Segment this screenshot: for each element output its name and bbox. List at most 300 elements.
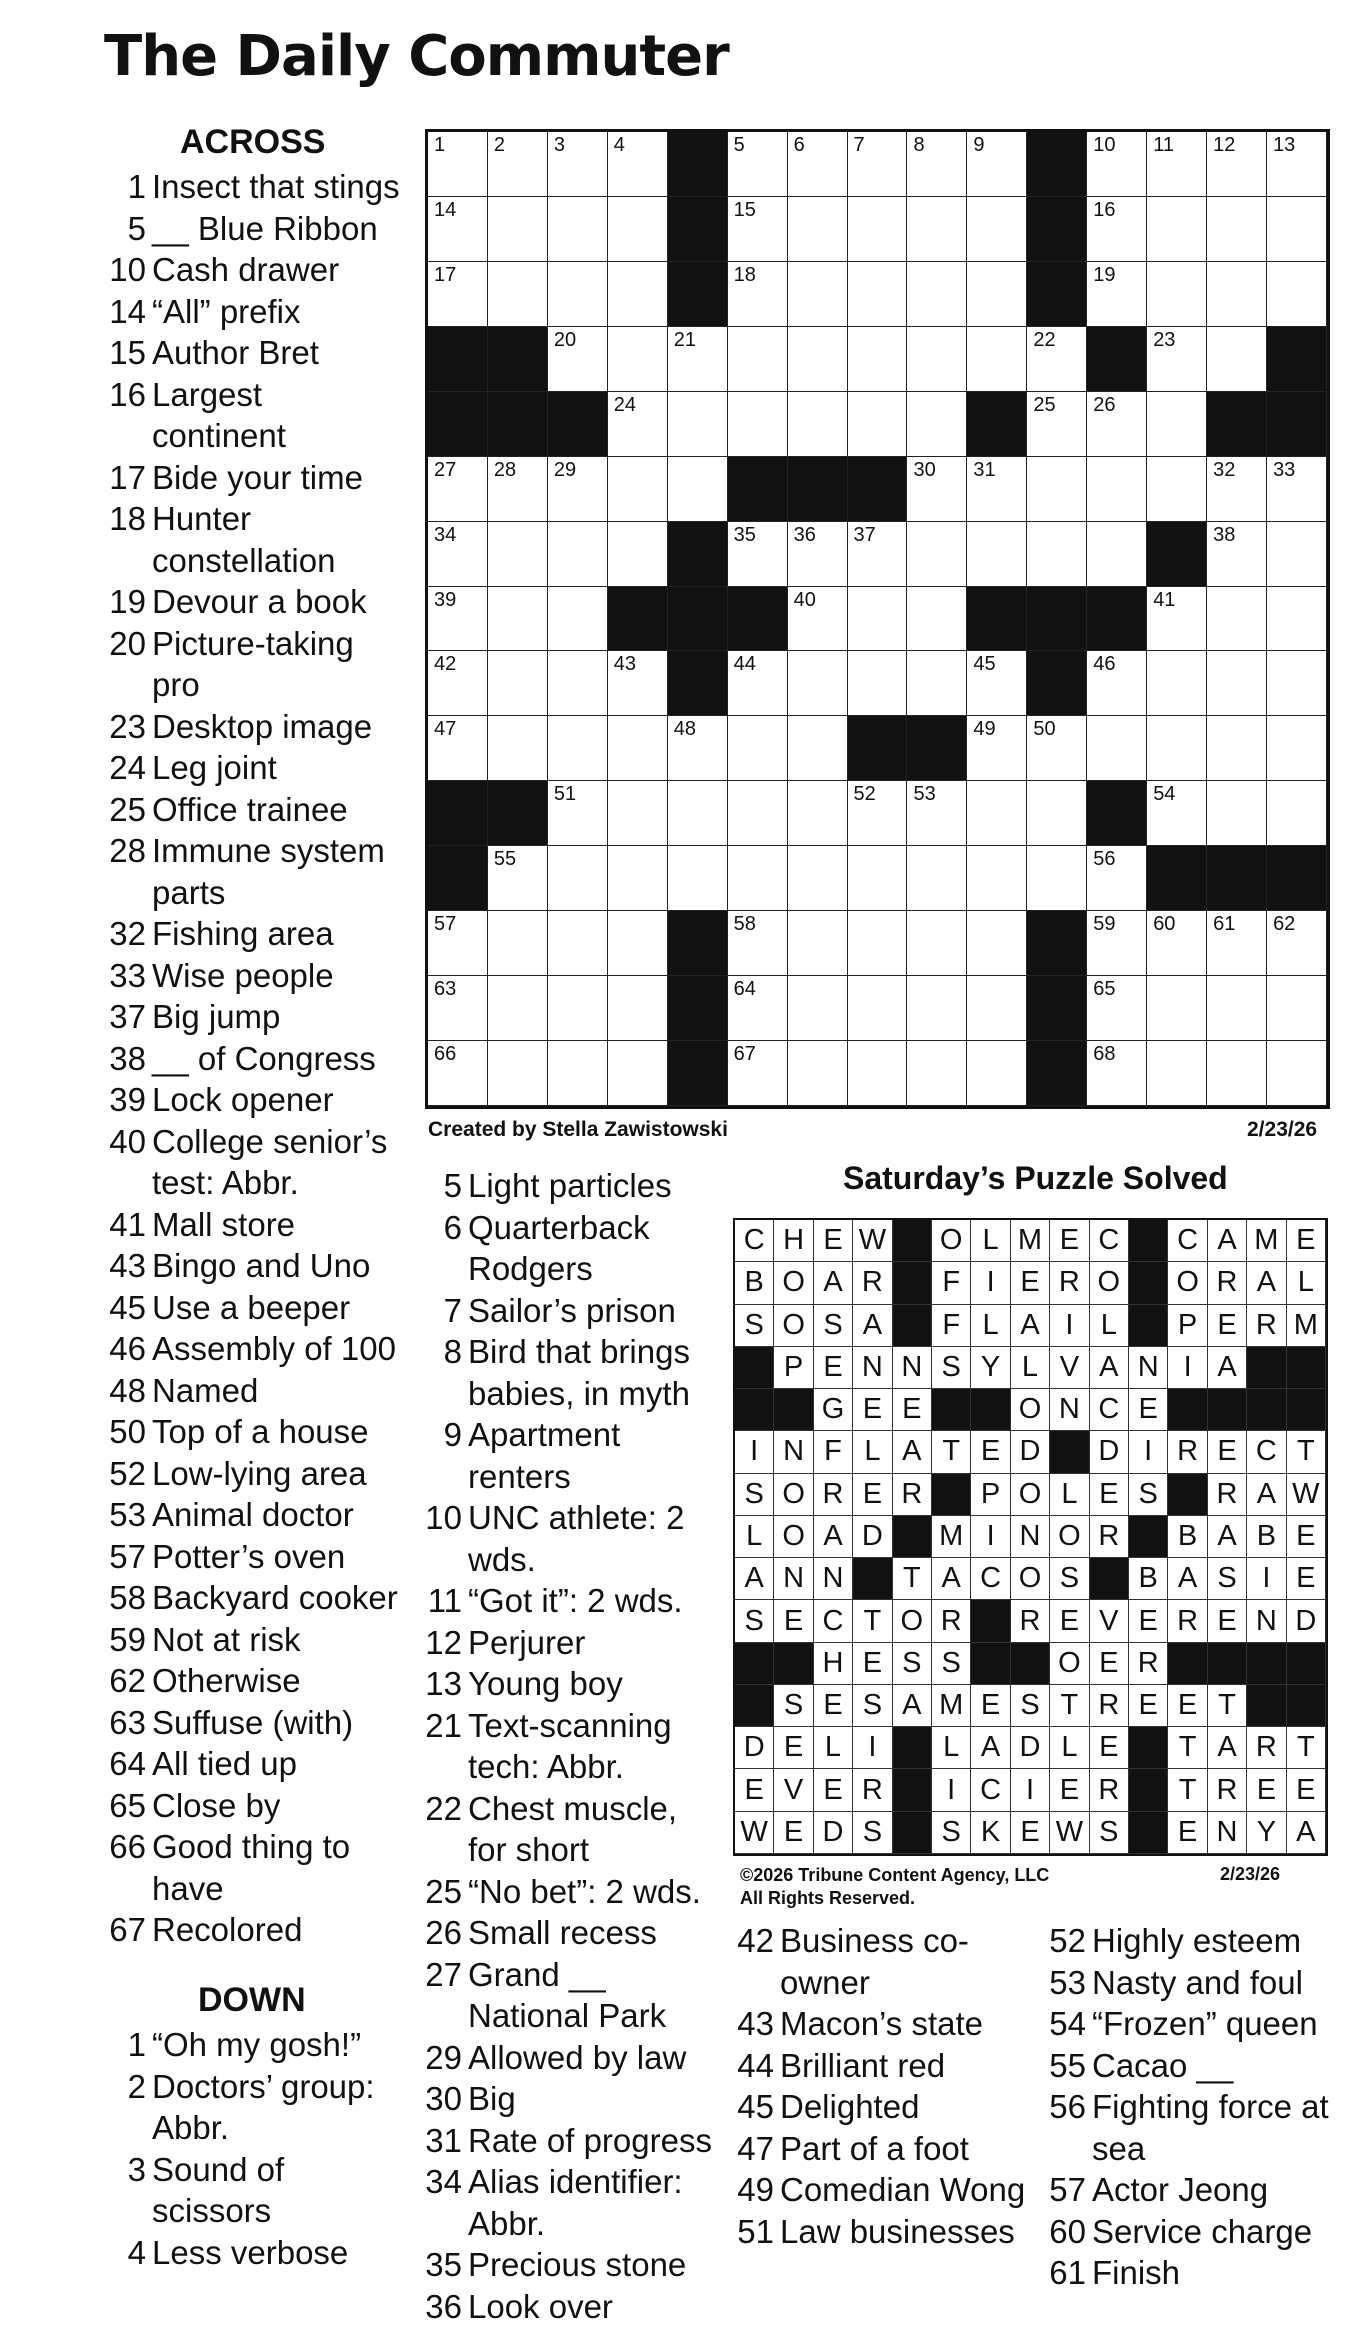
clue-item[interactable] xyxy=(102,1204,402,1246)
grid-cell[interactable] xyxy=(1027,522,1087,587)
solution-letter: O xyxy=(774,1305,813,1347)
clue-item[interactable] xyxy=(102,1702,402,1744)
grid-cell[interactable] xyxy=(608,262,668,327)
grid-cell[interactable] xyxy=(848,392,908,457)
grid-cell[interactable] xyxy=(668,392,728,457)
grid-cell[interactable] xyxy=(668,781,728,846)
grid-cell[interactable] xyxy=(907,976,967,1041)
grid-cell[interactable] xyxy=(967,846,1027,911)
grid-cell[interactable] xyxy=(1207,1041,1267,1106)
grid-cell[interactable] xyxy=(728,327,788,392)
clue-item[interactable] xyxy=(1042,2252,1342,2294)
grid-cell[interactable] xyxy=(1207,262,1267,327)
solution-letter: N xyxy=(1247,1600,1286,1642)
grid-cell[interactable] xyxy=(1207,457,1267,522)
grid-cell[interactable] xyxy=(907,587,967,652)
grid-cell[interactable] xyxy=(1207,781,1267,846)
grid-cell[interactable] xyxy=(967,197,1027,262)
grid-cell[interactable] xyxy=(788,911,848,976)
clue-item[interactable] xyxy=(418,1622,718,1664)
grid-cell[interactable] xyxy=(548,651,608,716)
grid-cell[interactable] xyxy=(668,846,728,911)
clue-item[interactable] xyxy=(1042,2169,1342,2211)
grid-cell[interactable] xyxy=(1267,132,1327,197)
clue-item[interactable] xyxy=(102,1743,402,1785)
solution-letter: A xyxy=(932,1558,971,1600)
grid-cell[interactable] xyxy=(1087,716,1147,781)
grid-cell[interactable] xyxy=(608,846,668,911)
clue-item[interactable] xyxy=(418,1331,718,1414)
grid-cell[interactable] xyxy=(907,132,967,197)
grid-cell[interactable] xyxy=(907,522,967,587)
clue-item[interactable] xyxy=(102,208,402,250)
clue-item[interactable] xyxy=(418,2244,718,2286)
grid-cell[interactable] xyxy=(1267,976,1327,1041)
grid-cell[interactable] xyxy=(1147,1041,1207,1106)
grid-cell[interactable] xyxy=(428,716,488,781)
grid-cell[interactable] xyxy=(1147,587,1207,652)
clue-item[interactable] xyxy=(102,789,402,831)
grid-cell[interactable] xyxy=(1027,327,1087,392)
grid-cell[interactable] xyxy=(548,587,608,652)
clue-item[interactable] xyxy=(102,996,402,1038)
clue-item[interactable] xyxy=(102,830,402,913)
clue-number: 18 xyxy=(102,498,146,540)
grid-cell[interactable] xyxy=(608,392,668,457)
grid-cell[interactable] xyxy=(1147,781,1207,846)
clue-item[interactable] xyxy=(102,1328,402,1370)
grid-cell[interactable] xyxy=(548,522,608,587)
grid-cell[interactable] xyxy=(548,197,608,262)
grid-cell[interactable] xyxy=(428,197,488,262)
grid-cell[interactable] xyxy=(1147,457,1207,522)
grid-cell[interactable] xyxy=(1147,197,1207,262)
clue-item[interactable] xyxy=(1042,2003,1342,2045)
grid-cell[interactable] xyxy=(1267,262,1327,327)
black-square xyxy=(728,457,788,522)
grid-cell[interactable] xyxy=(848,1041,908,1106)
solution-letter: S xyxy=(774,1685,813,1727)
grid-cell[interactable] xyxy=(848,197,908,262)
grid-cell[interactable] xyxy=(488,651,548,716)
grid-cell[interactable] xyxy=(608,132,668,197)
grid-cell[interactable] xyxy=(1267,651,1327,716)
grid-cell[interactable] xyxy=(608,651,668,716)
clue-item[interactable] xyxy=(102,1909,402,1951)
black-square xyxy=(1027,651,1087,716)
grid-cell[interactable] xyxy=(488,457,548,522)
grid-cell[interactable] xyxy=(1267,587,1327,652)
grid-cell[interactable] xyxy=(967,132,1027,197)
grid-cell[interactable] xyxy=(488,716,548,781)
grid-cell[interactable] xyxy=(548,327,608,392)
clue-item[interactable] xyxy=(102,332,402,374)
grid-cell[interactable] xyxy=(967,457,1027,522)
grid-cell[interactable] xyxy=(907,846,967,911)
grid-cell[interactable] xyxy=(1267,911,1327,976)
grid-cell[interactable] xyxy=(728,846,788,911)
grid-cell[interactable] xyxy=(1267,781,1327,846)
clue-item[interactable] xyxy=(418,1290,718,1332)
grid-cell[interactable] xyxy=(608,522,668,587)
clue-text: Rate of progress xyxy=(468,2122,712,2159)
grid-cell[interactable] xyxy=(1207,327,1267,392)
grid-cell[interactable] xyxy=(907,781,967,846)
grid-cell[interactable] xyxy=(668,716,728,781)
clue-item[interactable] xyxy=(102,291,402,333)
clue-item[interactable] xyxy=(730,2128,1030,2170)
grid-cell[interactable] xyxy=(788,587,848,652)
grid-cell[interactable] xyxy=(728,976,788,1041)
clue-item[interactable] xyxy=(418,1207,718,1290)
grid-cell[interactable] xyxy=(728,132,788,197)
clue-item[interactable] xyxy=(102,1245,402,1287)
grid-cell[interactable] xyxy=(967,1041,1027,1106)
grid-cell[interactable] xyxy=(907,1041,967,1106)
grid-cell[interactable] xyxy=(1087,976,1147,1041)
solution-letter: P xyxy=(774,1347,813,1389)
grid-cell[interactable] xyxy=(488,197,548,262)
clue-number: 55 xyxy=(1042,2045,1086,2087)
grid-cell[interactable] xyxy=(788,846,848,911)
grid-cell[interactable] xyxy=(967,716,1027,781)
grid-cell[interactable] xyxy=(548,132,608,197)
grid-cell[interactable] xyxy=(1207,132,1267,197)
grid-cell[interactable] xyxy=(1207,716,1267,781)
solution-letter: O xyxy=(1011,1389,1050,1431)
grid-cell[interactable] xyxy=(1087,522,1147,587)
clue-item[interactable] xyxy=(102,623,402,706)
clue-item[interactable] xyxy=(102,374,402,457)
grid-cell[interactable] xyxy=(1267,1041,1327,1106)
grid-cell[interactable] xyxy=(1087,392,1147,457)
clue-item[interactable] xyxy=(102,747,402,789)
clue-item[interactable] xyxy=(418,1705,718,1788)
grid-cell[interactable] xyxy=(1207,976,1267,1041)
grid-cell[interactable] xyxy=(1267,522,1327,587)
grid-cell[interactable] xyxy=(1027,781,1087,846)
clue-item[interactable] xyxy=(102,1287,402,1329)
grid-cell[interactable] xyxy=(1087,911,1147,976)
cell-number: 62 xyxy=(1273,913,1295,935)
crossword-grid[interactable] xyxy=(425,129,1330,1109)
grid-cell[interactable] xyxy=(848,846,908,911)
grid-cell[interactable] xyxy=(967,327,1027,392)
grid-cell[interactable] xyxy=(907,651,967,716)
clue-item[interactable] xyxy=(102,581,402,623)
grid-cell[interactable] xyxy=(1147,327,1207,392)
clue-item[interactable] xyxy=(102,955,402,997)
grid-cell[interactable] xyxy=(548,262,608,327)
clue-item[interactable] xyxy=(418,2078,718,2120)
grid-cell[interactable] xyxy=(788,262,848,327)
clue-item[interactable] xyxy=(1042,2086,1342,2169)
grid-cell[interactable] xyxy=(848,976,908,1041)
clue-item[interactable] xyxy=(102,706,402,748)
grid-cell[interactable] xyxy=(1147,392,1207,457)
clue-item[interactable] xyxy=(102,1660,402,1702)
clue-text: __ of Congress xyxy=(152,1040,376,1077)
clue-item[interactable] xyxy=(730,2169,1030,2211)
grid-cell[interactable] xyxy=(788,651,848,716)
solution-letter: O xyxy=(1050,1643,1089,1685)
clue-item[interactable] xyxy=(418,1663,718,1705)
clue-item[interactable] xyxy=(418,2286,718,2327)
clue-item[interactable] xyxy=(418,2120,718,2162)
grid-cell[interactable] xyxy=(967,522,1027,587)
grid-cell[interactable] xyxy=(428,522,488,587)
clue-item[interactable] xyxy=(102,1038,402,1080)
grid-cell[interactable] xyxy=(668,327,728,392)
grid-cell[interactable] xyxy=(788,522,848,587)
clue-number: 57 xyxy=(102,1536,146,1578)
grid-cell[interactable] xyxy=(788,1041,848,1106)
black-square xyxy=(428,392,488,457)
grid-cell[interactable] xyxy=(788,327,848,392)
grid-cell[interactable] xyxy=(728,716,788,781)
clue-item[interactable] xyxy=(102,1453,402,1495)
clue-item[interactable] xyxy=(730,2003,1030,2045)
black-square xyxy=(668,587,728,652)
cell-number: 9 xyxy=(973,134,984,156)
clue-item[interactable] xyxy=(418,2161,718,2244)
clue-item[interactable] xyxy=(1042,2211,1342,2253)
grid-cell[interactable] xyxy=(488,976,548,1041)
grid-cell[interactable] xyxy=(907,457,967,522)
grid-cell[interactable] xyxy=(428,587,488,652)
grid-cell[interactable] xyxy=(1147,716,1207,781)
grid-cell[interactable] xyxy=(1147,262,1207,327)
grid-cell[interactable] xyxy=(428,911,488,976)
clue-item[interactable] xyxy=(418,2037,718,2079)
grid-cell[interactable] xyxy=(848,781,908,846)
solution-black-square xyxy=(893,1305,932,1347)
grid-cell[interactable] xyxy=(488,911,548,976)
grid-cell[interactable] xyxy=(728,781,788,846)
grid-cell[interactable] xyxy=(1087,651,1147,716)
grid-cell[interactable] xyxy=(608,457,668,522)
clue-item[interactable] xyxy=(418,1497,718,1580)
grid-cell[interactable] xyxy=(428,132,488,197)
grid-cell[interactable] xyxy=(848,651,908,716)
grid-cell[interactable] xyxy=(488,132,548,197)
grid-cell[interactable] xyxy=(488,522,548,587)
grid-cell[interactable] xyxy=(728,1041,788,1106)
clue-item[interactable] xyxy=(102,1536,402,1578)
grid-cell[interactable] xyxy=(608,197,668,262)
clue-item[interactable] xyxy=(102,2232,402,2274)
clue-item[interactable] xyxy=(102,913,402,955)
clue-text: Picture-taking pro xyxy=(152,625,354,704)
clue-item[interactable] xyxy=(418,1912,718,1954)
grid-cell[interactable] xyxy=(1147,911,1207,976)
clue-item[interactable] xyxy=(102,1619,402,1661)
grid-cell[interactable] xyxy=(428,651,488,716)
grid-cell[interactable] xyxy=(728,911,788,976)
solution-letter: E xyxy=(1129,1600,1168,1642)
solution-letter: C xyxy=(814,1600,853,1642)
grid-cell[interactable] xyxy=(967,911,1027,976)
grid-cell[interactable] xyxy=(1087,132,1147,197)
copyright: ©2026 Tribune Content Agency, LLC All Rights Reserved. xyxy=(740,1864,1049,1910)
grid-cell[interactable] xyxy=(788,132,848,197)
clue-item[interactable] xyxy=(418,1165,718,1207)
grid-cell[interactable] xyxy=(1087,846,1147,911)
grid-cell[interactable] xyxy=(1087,457,1147,522)
clue-item[interactable] xyxy=(418,1954,718,2037)
clue-item[interactable] xyxy=(102,1411,402,1453)
grid-cell[interactable] xyxy=(548,457,608,522)
cell-number: 39 xyxy=(434,589,456,611)
grid-cell[interactable] xyxy=(788,781,848,846)
clue-item[interactable] xyxy=(418,1414,718,1497)
grid-cell[interactable] xyxy=(548,976,608,1041)
grid-cell[interactable] xyxy=(967,781,1027,846)
clue-item[interactable] xyxy=(102,2149,402,2232)
grid-cell[interactable] xyxy=(907,197,967,262)
clue-item[interactable] xyxy=(102,2066,402,2149)
puzzle-date: 2/23/26 xyxy=(1247,1118,1317,1142)
grid-cell[interactable] xyxy=(788,392,848,457)
grid-cell[interactable] xyxy=(907,392,967,457)
clue-item[interactable] xyxy=(102,1826,402,1909)
grid-cell[interactable] xyxy=(728,522,788,587)
grid-cell[interactable] xyxy=(548,1041,608,1106)
grid-cell[interactable] xyxy=(668,457,728,522)
down-header: DOWN xyxy=(102,1976,402,2024)
cell-number: 5 xyxy=(734,134,745,156)
grid-cell[interactable] xyxy=(1267,716,1327,781)
grid-cell[interactable] xyxy=(788,197,848,262)
grid-cell[interactable] xyxy=(608,781,668,846)
grid-cell[interactable] xyxy=(907,911,967,976)
grid-cell[interactable] xyxy=(967,651,1027,716)
grid-cell[interactable] xyxy=(548,846,608,911)
solution-letter: A xyxy=(1208,1220,1247,1262)
solution-letter: T xyxy=(1168,1769,1207,1811)
grid-cell[interactable] xyxy=(848,132,908,197)
clue-item[interactable] xyxy=(102,166,402,208)
grid-cell[interactable] xyxy=(1207,587,1267,652)
clue-item[interactable] xyxy=(730,2211,1030,2253)
grid-cell[interactable] xyxy=(608,716,668,781)
grid-cell[interactable] xyxy=(1267,197,1327,262)
grid-cell[interactable] xyxy=(428,1041,488,1106)
clue-item[interactable] xyxy=(102,1577,402,1619)
grid-cell[interactable] xyxy=(488,262,548,327)
clue-number: 33 xyxy=(102,955,146,997)
grid-cell[interactable] xyxy=(428,262,488,327)
clue-text: Lock opener xyxy=(152,1081,334,1118)
grid-cell[interactable] xyxy=(428,976,488,1041)
solution-letter: E xyxy=(1011,1262,1050,1304)
grid-cell[interactable] xyxy=(848,587,908,652)
grid-cell[interactable] xyxy=(488,587,548,652)
clue-item[interactable] xyxy=(418,1788,718,1871)
black-square xyxy=(1027,132,1087,197)
grid-cell[interactable] xyxy=(548,716,608,781)
clue-item[interactable] xyxy=(102,2024,402,2066)
grid-cell[interactable] xyxy=(548,911,608,976)
clue-text: __ Blue Ribbon xyxy=(152,210,378,247)
grid-cell[interactable] xyxy=(428,457,488,522)
grid-cell[interactable] xyxy=(608,327,668,392)
grid-cell[interactable] xyxy=(1027,846,1087,911)
cell-number: 26 xyxy=(1093,394,1115,416)
clue-item[interactable] xyxy=(102,1121,402,1204)
grid-cell[interactable] xyxy=(1087,262,1147,327)
grid-cell[interactable] xyxy=(608,976,668,1041)
grid-cell[interactable] xyxy=(728,262,788,327)
clue-item[interactable] xyxy=(1042,2045,1342,2087)
grid-cell[interactable] xyxy=(967,262,1027,327)
grid-cell[interactable] xyxy=(728,197,788,262)
grid-cell[interactable] xyxy=(788,716,848,781)
grid-cell[interactable] xyxy=(967,976,1027,1041)
grid-cell[interactable] xyxy=(1087,197,1147,262)
clue-item[interactable] xyxy=(102,498,402,581)
grid-cell[interactable] xyxy=(1267,457,1327,522)
solution-letter: I xyxy=(1011,1769,1050,1811)
grid-cell[interactable] xyxy=(1027,392,1087,457)
grid-cell[interactable] xyxy=(1207,522,1267,587)
clue-text: Text-scanning tech: Abbr. xyxy=(468,1707,672,1786)
grid-cell[interactable] xyxy=(1087,1041,1147,1106)
grid-cell[interactable] xyxy=(608,1041,668,1106)
solution-letter: S xyxy=(735,1474,774,1516)
grid-cell[interactable] xyxy=(728,651,788,716)
clue-item[interactable] xyxy=(102,1494,402,1536)
clue-item[interactable] xyxy=(102,1079,402,1121)
grid-cell[interactable] xyxy=(848,262,908,327)
solution-letter: R xyxy=(814,1474,853,1516)
grid-cell[interactable] xyxy=(1147,976,1207,1041)
grid-cell[interactable] xyxy=(1207,911,1267,976)
grid-cell[interactable] xyxy=(848,327,908,392)
clue-item[interactable] xyxy=(418,1580,718,1622)
clue-item[interactable] xyxy=(730,1920,1030,2003)
clue-text: Mall store xyxy=(152,1206,295,1243)
clue-item[interactable] xyxy=(1042,1962,1342,2004)
grid-cell[interactable] xyxy=(548,781,608,846)
grid-cell[interactable] xyxy=(907,262,967,327)
across-clues xyxy=(102,118,402,1951)
grid-cell[interactable] xyxy=(488,1041,548,1106)
grid-cell[interactable] xyxy=(488,846,548,911)
clue-item[interactable] xyxy=(102,1370,402,1412)
grid-cell[interactable] xyxy=(1207,197,1267,262)
grid-cell[interactable] xyxy=(848,522,908,587)
clue-item[interactable] xyxy=(102,249,402,291)
clue-item[interactable] xyxy=(1042,1920,1342,1962)
grid-cell[interactable] xyxy=(1027,457,1087,522)
grid-cell[interactable] xyxy=(848,911,908,976)
clue-item[interactable] xyxy=(418,1871,718,1913)
black-square xyxy=(1267,392,1327,457)
grid-cell[interactable] xyxy=(788,976,848,1041)
clue-item[interactable] xyxy=(102,1785,402,1827)
grid-cell[interactable] xyxy=(608,911,668,976)
clue-item[interactable] xyxy=(102,457,402,499)
grid-cell[interactable] xyxy=(1147,132,1207,197)
clue-item[interactable] xyxy=(730,2045,1030,2087)
grid-cell[interactable] xyxy=(1147,651,1207,716)
grid-cell[interactable] xyxy=(907,327,967,392)
clue-item[interactable] xyxy=(730,2086,1030,2128)
grid-cell[interactable] xyxy=(728,392,788,457)
grid-cell[interactable] xyxy=(1207,651,1267,716)
grid-cell[interactable] xyxy=(1027,716,1087,781)
